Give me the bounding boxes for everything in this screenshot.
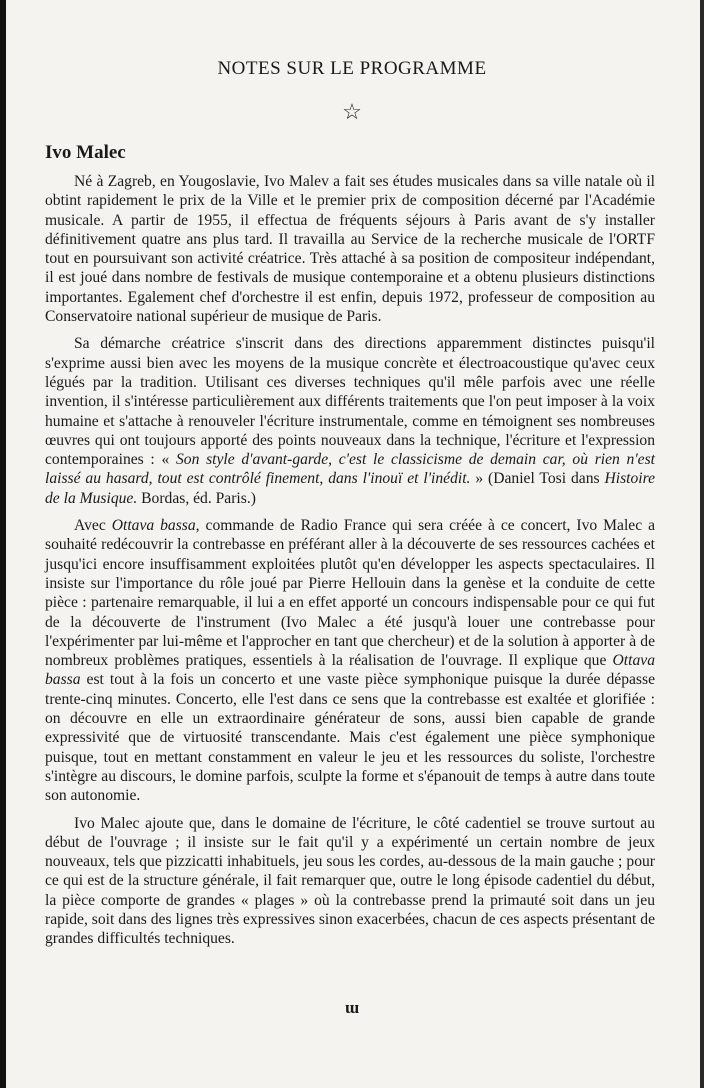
italic-text: Son style d'avant-garde, c'est le classicisme de demain car, où rien n'est laissé au hasard, tout est contrôlé finement, dans l'inouï et l'inédit.	[45, 451, 655, 488]
text-segment: Né à Zagreb, en Yougoslavie, Ivo Malev a fait ses études musicales dans sa ville natale où il obtint rapidement le prix de la Ville et le premier prix de composition décerné par l'Académie musicale. A partir de 1955, il effectua de fréquents séjours à Paris avant de s'y installer définitivement quatre ans plus tard. Il travailla au Service de la recherche musicale de l'ORTF tout en poursuivant son activité créatrice. Très attaché à sa position de compositeur indépendant, il est joué dans nombre de festivals de musique contemporaine et a obtenu plusieurs distinctions importantes. Egalement chef d'orchestre il est enfin, depuis 1972, professeur de composition au Conservatoire national supérieur de musique de Paris.	[45, 173, 655, 326]
scan-edge-left	[0, 0, 6, 1088]
paragraph	[45, 172, 655, 326]
text-segment: Bordas, éd. Paris.)	[137, 489, 256, 507]
scan-edge-right	[700, 0, 704, 1088]
footer-ornament-icon: ɯ	[344, 998, 360, 1017]
text-segment: Ivo Malec ajoute que, dans le domaine de l'écriture, le côté cadentiel se trouve surtout au début de l'ouvrage ; il insiste sur le fait qu'il y a expérimenté un certain nombre de jeux nouveaux, tels que pizzicatti inhabituels, jeu sous les cordes, au-dessous de la main gauche ; pour ce qui est de la structure générale, il fait remarquer que, outre le long épisode cadentiel du début, la pièce comporte de grandes « plages » où la contrebasse prend la primauté soit dans un jeu rapide, soit dans des lignes très expressives sinon exacerbées, chacun de ces aspects présentant de grandes difficultés techniques.	[45, 814, 655, 948]
text-segment: Sa démarche créatrice s'inscrit dans des directions apparemment distinctes puisqu'il s'exprime aussi bien avec les moyens de la musique concrète et électroacoustique qu'avec ceux légués par la tradition. Utilisant ces diverses techniques qu'il mêle parfois avec une réelle invention, il s'intéresse particulièrement aux différents traitements que l'on peut imposer à la voix humaine et s'attache à renouveler l'écriture instrumentale, comme en témoignent ses nombreuses œuvres qui ont toujours apporté des points nouveaux dans la technique, l'écriture et l'expression contemporaines : «	[45, 335, 655, 469]
star-ornament-icon: ☆	[342, 99, 362, 124]
program-notes-body	[45, 172, 655, 957]
paragraph	[45, 516, 655, 805]
text-segment: » (Daniel Tosi dans	[470, 470, 605, 488]
page-heading: NOTES SUR LE PROGRAMME	[217, 58, 487, 79]
italic-text: Ottava bassa,	[111, 517, 200, 535]
text-segment: Avec	[74, 517, 112, 535]
italic-text: Ottava bassa	[45, 652, 655, 689]
text-segment: commande de Radio France qui sera créée à ce concert, Ivo Malec a souhaité redécouvrir la contrebasse en préférant aller à la découverte de ses ressources cachées et jusqu'ici encore insuffisamment exploitées plutôt qu'en développer les aspects spectaculaires. Il insiste sur l'importance du rôle joué par Pierre Hellouin dans la genèse et la conduite de cette pièce : partenaire remarquable, il lui a en effet apporté un concours indispensable pour ce qui fut de la découverte de l'instrument (Ivo Malec a été jusqu'à louer une contrebasse pour l'expérimenter par lui-même et l'approcher en tant que chercheur) et de la solution à apporter à de nombreux problèmes pratiques, essentiels à la réalisation de l'ouvrage. Il explique que	[45, 517, 656, 670]
paragraph	[45, 814, 655, 949]
text-segment: est tout à la fois un concerto et une vaste pièce symphonique puisque la durée dépasse trente-cinq minutes. Concerto, elle l'est dans ce sens que la contrebasse est exaltée et glorifiée : on découvre en elle un extraordinaire générateur de sons, aussi bien capable de grande expressivité que de virtuosité transcendante. Mais c'est également une pièce symphonique puisque, tout en mettant constamment en valeur le jeu et les ressources du soliste, l'orchestre s'intègre au discours, le domine parfois, sculpte la forme et s'épanouit de temps à autre dans toute son autonomie.	[45, 671, 655, 805]
paragraph	[45, 334, 655, 508]
italic-text: Histoire de la Musique.	[45, 470, 656, 507]
author-name: Ivo Malec	[45, 142, 126, 163]
